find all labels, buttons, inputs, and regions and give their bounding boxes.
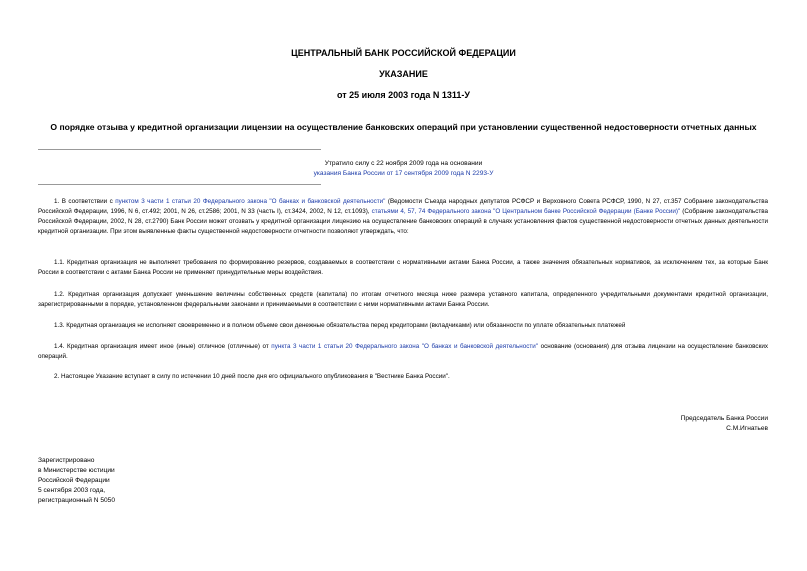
law-banks-link[interactable]: пунктом 3 части 1 статьи 20 Федерального закона "О банках и банковской деятельности" (115, 198, 386, 205)
bank-name-heading: ЦЕНТРАЛЬНЫЙ БАНК РОССИЙСКОЙ ФЕДЕРАЦИИ (291, 48, 516, 58)
signature-name: С.М.Игнатьев (726, 425, 768, 432)
paragraph-1-4 (38, 342, 768, 362)
paragraph-1-mid: (Ведомости Съезда народных депутатов РСФСР и Верховного Совета РСФСР, 1990, N 27, ст.357 Собрание законодательства Российской Федерации, 1996, N 6, ст.492; 2001, N 26, ст.2586; 2001, N 33 (часть I), ст.3424, 2002, N 12, ст.1093), (38, 198, 769, 215)
paragraph-1-1: 1.1. Кредитная организация не выполняет требования по формированию резервов, создаваемых в соответствии с нормативными актами Банка России, а также значения обязательных нормативов, за исключением тех, за которые Банк России в соответствии с актами Банка России не применяет принудительные меры воздействия. (38, 259, 768, 276)
paragraph-2: 2. Настоящее Указание вступает в силу по истечении 10 дней после дня его официального опубликования в "Вестнике Банка России". (54, 373, 450, 380)
expired-note-text: Утратило силу с 22 ноября 2009 года на основании (324, 160, 483, 167)
paragraph-1-2: 1.2. Кредитная организация допускает уменьшение величины собственных средств (капитала) по итогам отчетного месяца ниже размера уставного капитала, определенного учредительными документами кредитной организации, зарегистрированными в порядке, установленном федеральными законами и принимаемыми в соответствии с ними нормативными актами Банка России. (38, 291, 768, 308)
registration-line-1: Зарегистрировано (38, 457, 95, 464)
expired-note-link[interactable]: указания Банка России от 17 сентября 2009 года N 2293-У (313, 170, 494, 177)
registration-line-3: Российской Федерации (38, 477, 110, 484)
registration-line-4: 5 сентября 2003 года, (38, 487, 106, 494)
law-central-bank-link[interactable]: статьями 4, 57, 74 Федерального закона "О Центральном банке Российской Федерации (Банке России)" (371, 208, 681, 215)
registration-line-2: в Министерстве юстиции (38, 467, 115, 474)
document-type-heading: УКАЗАНИЕ (379, 69, 428, 79)
paragraph-1-4-post: основание (основания) для отзыва лицензии на осуществление банковских операций. (38, 343, 769, 360)
paragraph-1-post: (Собрание законодательства Российской Федерации, 2002, N 28, ст.2790) Банк России может отозвать у кредитной организации лицензию на осуществление банковских операций в случаях установления фактов существенной недостоверности отчетных данных деятельности кредитной организации. При этом выявленные факты существенной недостоверности отчетности позволяют утверждать, что: (38, 208, 769, 235)
document-title: О порядке отзыва у кредитной организации лицензии на осуществление банковских операций при установлении существенной недостоверности отчетных данных (50, 122, 757, 132)
expired-note (0, 169, 807, 179)
law-banks-link-2[interactable]: пункта 3 части 1 статьи 20 Федерального закона "О банках и банковской деятельности" (271, 343, 539, 350)
paragraph-1-pre: 1. В соответствии с (54, 198, 116, 205)
signature-position: Председатель Банка России (680, 415, 768, 422)
paragraph-1-4-pre: 1.4. Кредитная организация имеет иное (иные) отличное (отличные) от (54, 343, 272, 350)
registration-line-5: регистрационный N 5050 (38, 497, 116, 504)
document-date-number: от 25 июля 2003 года N 1311-У (336, 90, 471, 100)
paragraph-1 (38, 197, 768, 237)
top-divider (38, 149, 321, 150)
paragraph-1-3: 1.3. Кредитная организация не исполняет своевременно и в полном объеме свои денежные обязательства перед кредиторами (вкладчиками) или обязанности по уплате обязательных платежей (54, 322, 626, 329)
bottom-divider (38, 184, 321, 185)
